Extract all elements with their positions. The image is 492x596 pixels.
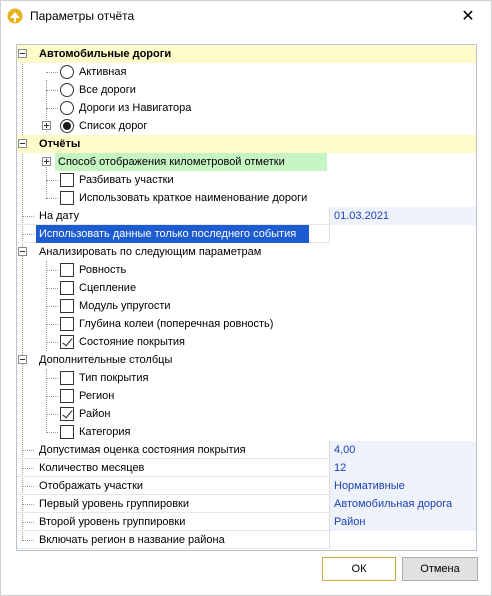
expand-icon[interactable] (42, 157, 51, 166)
collapse-icon[interactable] (18, 355, 27, 364)
close-icon: ✕ (461, 8, 475, 25)
collapse-icon[interactable] (18, 49, 27, 58)
surface-condition-checkbox[interactable] (60, 335, 74, 349)
checkbox-row[interactable] (17, 423, 476, 441)
checkbox-row[interactable] (17, 261, 476, 279)
checkbox-row[interactable] (17, 369, 476, 387)
expand-icon[interactable] (42, 121, 51, 130)
property-value[interactable]: Автомобильная дорога (330, 495, 476, 513)
checkbox-label: Регион (79, 390, 115, 402)
checkbox-label: Глубина колеи (поперечная ровность) (79, 318, 274, 330)
region-in-district-value[interactable] (330, 531, 476, 549)
last-event-row[interactable] (17, 225, 476, 243)
last-event-label: Использовать данные только последнего события (39, 228, 297, 240)
region-checkbox[interactable] (60, 389, 74, 403)
adhesion-checkbox[interactable] (60, 281, 74, 295)
property-label: Отображать участки (39, 480, 144, 492)
title-bar (1, 1, 491, 31)
radio-navigator-roads[interactable] (60, 101, 74, 115)
collapse-icon[interactable] (18, 139, 27, 148)
property-label: Второй уровень группировки (39, 516, 186, 528)
ok-button[interactable]: ОК (322, 557, 396, 581)
split-sections-checkbox[interactable] (60, 173, 74, 187)
close-button[interactable] (445, 1, 491, 31)
radio-label: Дороги из Навигатора (79, 102, 192, 114)
property-row[interactable] (17, 513, 476, 531)
radio-label: Список дорог (79, 120, 148, 132)
property-value[interactable]: 4,00 (330, 441, 476, 459)
property-label: Количество месяцев (39, 462, 145, 474)
radio-row[interactable] (17, 81, 476, 99)
checkbox-row[interactable] (17, 315, 476, 333)
property-row[interactable] (17, 459, 476, 477)
checkbox-row[interactable] (17, 387, 476, 405)
property-label: Допустимая оценка состояния покрытия (39, 444, 246, 456)
date-value[interactable]: 01.03.2021 (330, 207, 476, 225)
radio-all-roads[interactable] (60, 83, 74, 97)
parameters-tree (16, 44, 477, 551)
checkbox-row[interactable] (17, 171, 476, 189)
group-roads[interactable] (17, 45, 476, 63)
property-value[interactable]: Район (330, 513, 476, 531)
app-logo-icon (7, 8, 23, 24)
checkbox-row[interactable] (17, 297, 476, 315)
window-title: Параметры отчёта (30, 9, 135, 23)
radio-row[interactable] (17, 63, 476, 81)
checkbox-label: Разбивать участки (79, 174, 174, 186)
property-row[interactable] (17, 441, 476, 459)
checkbox-label: Тип покрытия (79, 372, 149, 384)
group-roads-label: Автомобильные дороги (39, 48, 172, 60)
date-label: На дату (39, 210, 80, 222)
region-in-district-row[interactable] (17, 531, 476, 549)
property-value[interactable]: Нормативные (330, 477, 476, 495)
checkbox-row[interactable] (17, 279, 476, 297)
collapse-icon[interactable] (18, 247, 27, 256)
radio-label: Активная (79, 66, 127, 78)
surface-type-checkbox[interactable] (60, 371, 74, 385)
district-checkbox[interactable] (60, 407, 74, 421)
checkbox-label: Сцепление (79, 282, 137, 294)
group-analyze[interactable] (17, 243, 476, 261)
evenness-checkbox[interactable] (60, 263, 74, 277)
radio-road-list[interactable] (60, 119, 74, 133)
property-label: Первый уровень группировки (39, 498, 190, 510)
elasticity-checkbox[interactable] (60, 299, 74, 313)
group-reports-label: Отчёты (39, 138, 81, 150)
km-mode-label: Способ отображения километровой отметки (58, 156, 285, 168)
checkbox-row[interactable] (17, 189, 476, 207)
category-checkbox[interactable] (60, 425, 74, 439)
checkbox-label: Модуль упругости (79, 300, 171, 312)
rut-depth-checkbox[interactable] (60, 317, 74, 331)
radio-active[interactable] (60, 65, 74, 79)
checkbox-label: Состояние покрытия (79, 336, 185, 348)
radio-label: Все дороги (79, 84, 136, 96)
checkbox-row[interactable] (17, 333, 476, 351)
group-extra-columns-label: Дополнительные столбцы (39, 354, 173, 366)
last-event-value[interactable] (330, 225, 476, 243)
group-extra-columns[interactable] (17, 351, 476, 369)
checkbox-row[interactable] (17, 405, 476, 423)
property-value[interactable]: 12 (330, 459, 476, 477)
checkbox-label: Ровность (79, 264, 127, 276)
radio-row[interactable] (17, 117, 476, 135)
cancel-button[interactable]: Отмена (402, 557, 478, 581)
date-row[interactable] (17, 207, 476, 225)
group-reports[interactable] (17, 135, 476, 153)
checkbox-label: Использовать краткое наименование дороги (79, 192, 308, 204)
region-in-district-label: Включать регион в название района (39, 534, 225, 546)
checkbox-label: Район (79, 408, 111, 420)
checkbox-label: Категория (79, 426, 131, 438)
km-mode-row[interactable] (17, 153, 476, 171)
group-analyze-label: Анализировать по следующим параметрам (39, 246, 262, 258)
radio-row[interactable] (17, 99, 476, 117)
short-name-checkbox[interactable] (60, 191, 74, 205)
property-row[interactable] (17, 495, 476, 513)
property-row[interactable] (17, 477, 476, 495)
